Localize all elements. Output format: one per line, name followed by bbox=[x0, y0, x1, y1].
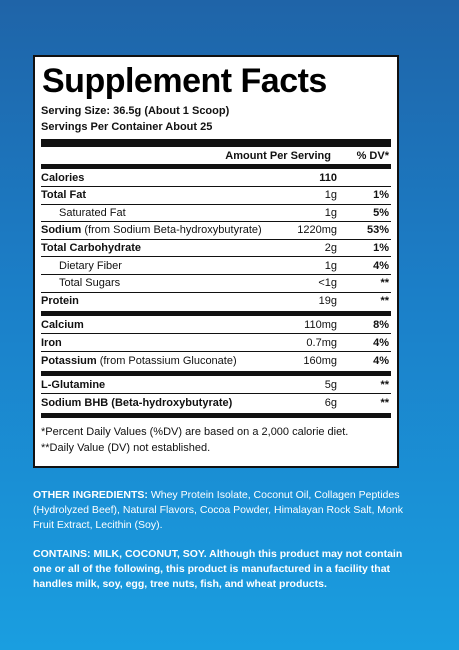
column-header-row bbox=[41, 147, 391, 164]
nutrient-row bbox=[41, 316, 391, 334]
nutrient-amount: 6g bbox=[324, 397, 337, 410]
nutrient-row bbox=[41, 187, 391, 205]
calories-row bbox=[41, 169, 391, 187]
nutrient-qualifier: Total Sugars bbox=[59, 277, 121, 290]
nutrient-row bbox=[41, 240, 391, 258]
nutrient-dv: 8% bbox=[373, 318, 389, 331]
nutrient-dv: 53% bbox=[366, 224, 389, 237]
nutrient-row bbox=[41, 275, 391, 293]
footnote-percent-dv: *Percent Daily Values (%DV) are based on a 2,000 calorie diet. bbox=[41, 426, 349, 439]
nutrient-name: Sodium bbox=[41, 224, 82, 237]
nutrient-amount: 0.7mg bbox=[306, 336, 337, 349]
nutrient-amount: 1220mg bbox=[297, 224, 337, 237]
nutrient-name: L-Glutamine bbox=[41, 378, 106, 391]
nutrient-label bbox=[41, 319, 267, 331]
nutrient-row bbox=[41, 376, 391, 394]
calories-amount: 110 bbox=[319, 171, 337, 184]
calories-label: Calories bbox=[41, 171, 85, 184]
nutrient-label bbox=[41, 295, 267, 307]
nutrient-row bbox=[41, 257, 391, 275]
nutrient-row bbox=[41, 205, 391, 223]
nutrient-dv: 4% bbox=[373, 336, 389, 349]
nutrient-label bbox=[41, 337, 267, 349]
nutrient-name: Sodium BHB (Beta-hydroxybutyrate) bbox=[41, 397, 233, 410]
nutrient-qualifier: (from Sodium Beta-hydroxybutyrate) bbox=[81, 224, 262, 237]
nutrient-label bbox=[41, 277, 267, 289]
nutrient-name: Protein bbox=[41, 295, 79, 308]
nutrient-group-minerals bbox=[41, 316, 391, 370]
supplement-facts-panel bbox=[33, 55, 399, 468]
nutrient-dv: ** bbox=[380, 295, 389, 308]
serving-size: Serving Size: 36.5g (About 1 Scoop) bbox=[41, 105, 230, 117]
nutrient-label bbox=[41, 207, 267, 219]
other-ingredients-text: Whey Protein Isolate, Coconut Oil, Collagen Peptides (Hydrolyzed Beef), Natural Flavors, Cocoa Powder, Himalayan Rock Salt, Monk Fruit Extract, Lecithin (Soy). bbox=[33, 489, 403, 531]
nutrient-row bbox=[41, 394, 391, 412]
nutrient-label bbox=[41, 189, 267, 201]
footnotes bbox=[41, 418, 391, 456]
panel-title: Supplement Facts bbox=[42, 62, 327, 100]
amount-header: Amount Per Serving bbox=[225, 149, 331, 162]
nutrient-label bbox=[41, 397, 267, 409]
nutrient-label bbox=[41, 242, 267, 254]
nutrient-group-other bbox=[41, 376, 391, 412]
nutrient-label bbox=[41, 224, 267, 236]
ingredients-section bbox=[33, 488, 405, 606]
nutrient-row bbox=[41, 352, 391, 370]
nutrient-qualifier: Saturated Fat bbox=[59, 206, 126, 219]
nutrient-dv: ** bbox=[380, 397, 389, 410]
nutrient-label bbox=[41, 379, 267, 391]
divider-thick bbox=[41, 139, 391, 147]
nutrient-amount: 160mg bbox=[303, 355, 337, 368]
nutrient-name: Total Carbohydrate bbox=[41, 242, 142, 255]
nutrient-amount: 19g bbox=[318, 295, 337, 308]
nutrient-label bbox=[41, 260, 267, 272]
nutrient-label bbox=[41, 355, 267, 367]
dv-header: % DV* bbox=[356, 149, 389, 162]
nutrient-dv: 4% bbox=[373, 355, 389, 368]
nutrient-row bbox=[41, 293, 391, 311]
nutrient-amount: 5g bbox=[324, 378, 337, 391]
nutrient-dv: ** bbox=[380, 277, 389, 290]
nutrient-amount: 1g bbox=[324, 259, 337, 272]
nutrient-name: Total Fat bbox=[41, 189, 87, 202]
contains-statement: CONTAINS: MILK, COCONUT, SOY. Although this product may not contain one or all of the following, this product is manufactured in a facility that handles milk, soy, egg, tree nuts, fish, and wheat products. bbox=[33, 548, 403, 590]
nutrient-row bbox=[41, 222, 391, 240]
nutrient-dv: 1% bbox=[373, 189, 389, 202]
servings-per-container: Servings Per Container About 25 bbox=[41, 121, 213, 133]
other-ingredients bbox=[33, 488, 405, 533]
nutrient-amount: 110mg bbox=[304, 318, 337, 331]
nutrient-name: Potassium bbox=[41, 355, 97, 368]
nutrient-dv: ** bbox=[380, 378, 389, 391]
nutrient-amount: 2g bbox=[324, 242, 337, 255]
nutrient-dv: 4% bbox=[373, 259, 389, 272]
nutrient-dv: 5% bbox=[373, 206, 389, 219]
footnote-dv-not-established: **Daily Value (DV) not established. bbox=[41, 442, 211, 455]
nutrient-qualifier: (from Potassium Gluconate) bbox=[96, 355, 237, 368]
nutrient-name: Calcium bbox=[41, 318, 84, 331]
other-ingredients-label: OTHER INGREDIENTS: bbox=[33, 489, 148, 501]
nutrient-amount: <1g bbox=[318, 277, 337, 290]
nutrient-group-macros bbox=[41, 187, 391, 310]
nutrient-dv: 1% bbox=[373, 242, 389, 255]
nutrient-row bbox=[41, 334, 391, 352]
nutrient-qualifier: Dietary Fiber bbox=[59, 259, 122, 272]
nutrient-name: Iron bbox=[41, 336, 62, 349]
nutrient-amount: 1g bbox=[324, 206, 337, 219]
nutrient-amount: 1g bbox=[324, 189, 337, 202]
